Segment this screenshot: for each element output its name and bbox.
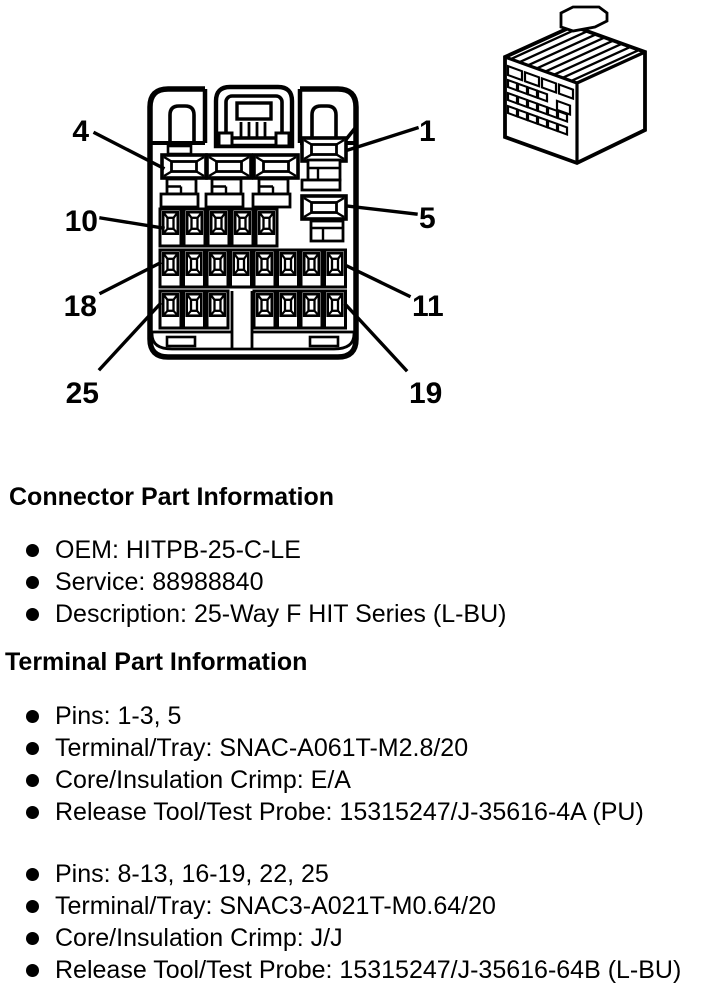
bullet-icon xyxy=(26,806,39,819)
callout-pin-25: 25 xyxy=(65,377,99,410)
bullet-icon xyxy=(26,544,39,557)
list-item xyxy=(5,858,699,890)
connector-info-list xyxy=(5,534,699,630)
list-item-text: Pins: 8-13, 16-19, 22, 25 xyxy=(55,860,329,888)
connector-front-view-diagram xyxy=(0,0,470,445)
bullet-icon xyxy=(26,608,39,621)
callout-pin-1: 1 xyxy=(419,115,436,148)
terminal-info-list-2 xyxy=(5,858,699,984)
callout-pin-4: 4 xyxy=(72,115,89,148)
list-item xyxy=(5,796,699,828)
list-item xyxy=(5,566,699,598)
list-item-text: Pins: 1-3, 5 xyxy=(55,702,182,730)
bullet-icon xyxy=(26,964,39,977)
list-item xyxy=(5,534,699,566)
iso-latch xyxy=(561,7,607,31)
bullet-icon xyxy=(26,742,39,755)
callout-pin-11: 11 xyxy=(412,290,444,323)
list-item-text: Terminal/Tray: SNAC-A061T-M2.8/20 xyxy=(55,734,469,762)
list-item xyxy=(5,732,699,764)
list-item-text: Core/Insulation Crimp: E/A xyxy=(55,766,351,794)
callout-pin-18: 18 xyxy=(63,290,97,323)
terminal-info-heading: Terminal Part Information xyxy=(5,648,308,676)
bullet-icon xyxy=(26,900,39,913)
list-item xyxy=(5,598,699,630)
callout-pin-10: 10 xyxy=(64,205,98,238)
bullet-icon xyxy=(26,710,39,723)
list-item xyxy=(5,764,699,796)
bullet-icon xyxy=(26,576,39,589)
iso-body xyxy=(505,7,645,163)
terminal-info-list-1 xyxy=(5,700,699,828)
list-item-text: Core/Insulation Crimp: J/J xyxy=(55,924,343,952)
bullet-icon xyxy=(26,774,39,787)
list-item-text: Terminal/Tray: SNAC3-A021T-M0.64/20 xyxy=(55,892,496,920)
callout-pin-19: 19 xyxy=(409,377,443,410)
bullet-icon xyxy=(26,868,39,881)
pin1-step-detail xyxy=(302,160,340,190)
connector-isometric-view xyxy=(495,3,704,171)
bullet-icon xyxy=(26,932,39,945)
list-item xyxy=(5,890,699,922)
list-item-text: Description: 25-Way F HIT Series (L-BU) xyxy=(55,600,507,628)
connector-info-heading: Connector Part Information xyxy=(9,483,335,511)
list-item-text: Service: 88988840 xyxy=(55,568,264,596)
callout-pin-5: 5 xyxy=(419,202,436,235)
list-item-text: Release Tool/Test Probe: 15315247/J-35616-64B (L-BU) xyxy=(55,956,682,984)
list-item xyxy=(5,700,699,732)
pin5-step-detail xyxy=(311,221,343,241)
list-item xyxy=(5,922,699,954)
part-information xyxy=(5,480,699,984)
connector-latch xyxy=(216,87,292,146)
list-item-text: OEM: HITPB-25-C-LE xyxy=(55,536,301,564)
list-item-text: Release Tool/Test Probe: 15315247/J-35616-4A (PU) xyxy=(55,798,644,826)
list-item xyxy=(5,954,699,984)
